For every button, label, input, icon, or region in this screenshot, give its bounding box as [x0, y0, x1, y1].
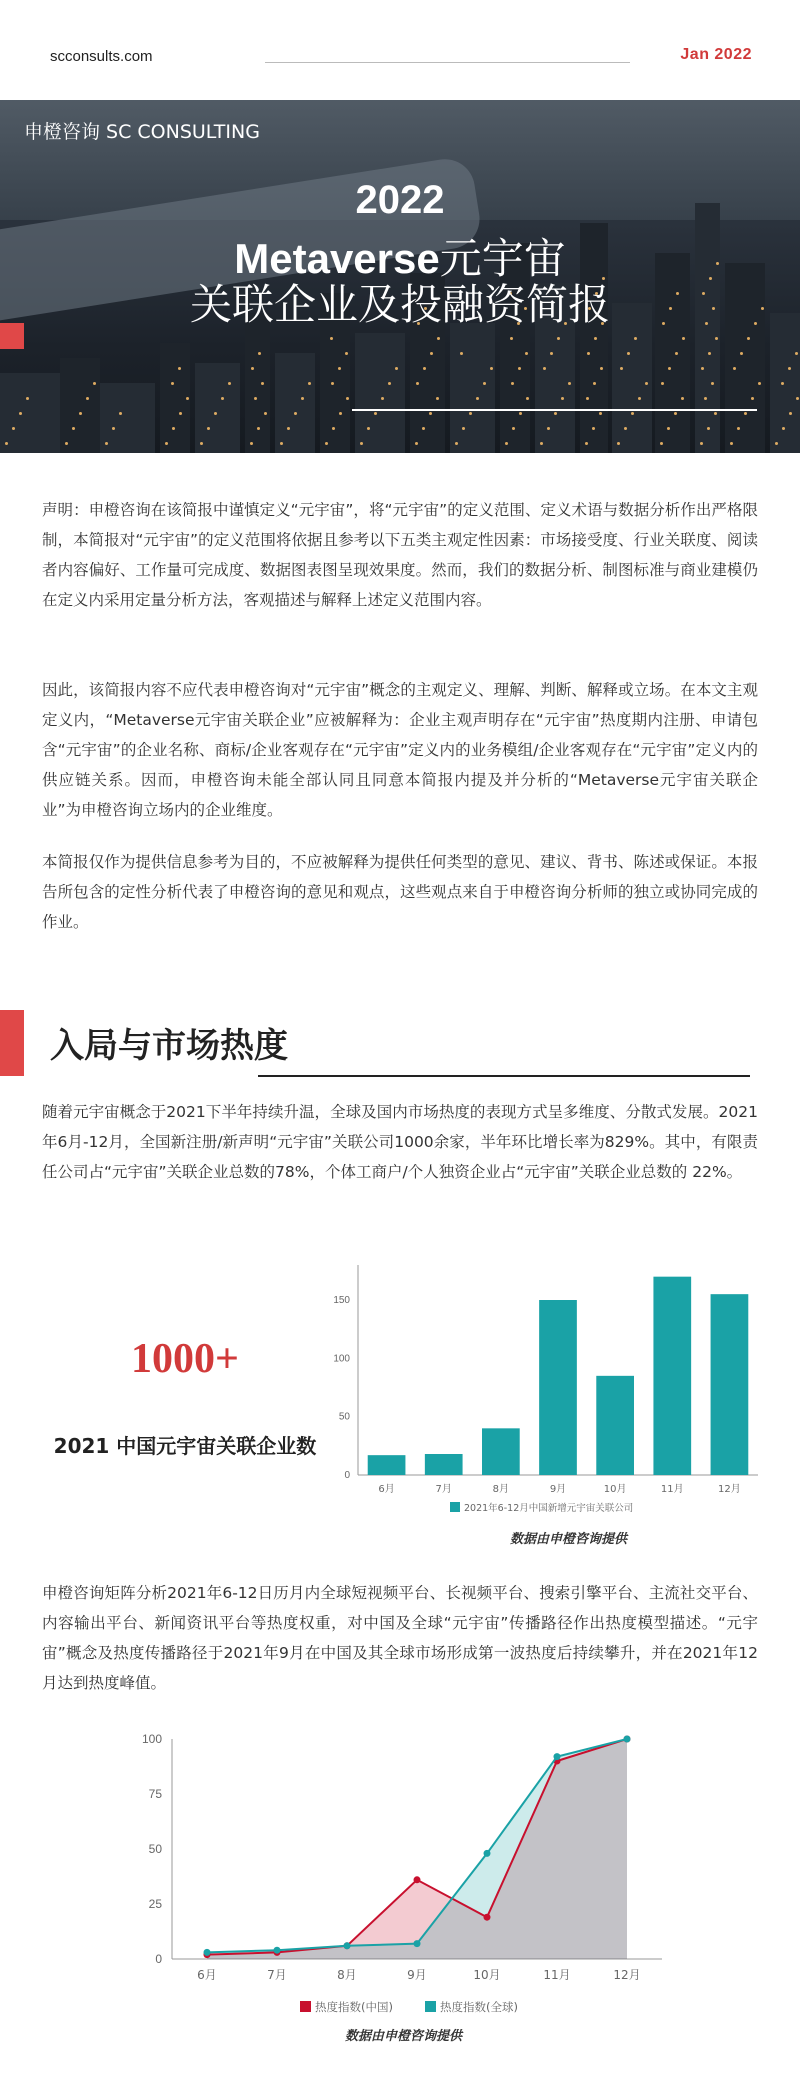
- window-light: [627, 352, 630, 355]
- window-light: [221, 397, 224, 400]
- window-light: [469, 412, 472, 415]
- window-light: [12, 427, 15, 430]
- window-light: [674, 412, 677, 415]
- data-point: [624, 1736, 631, 1743]
- report-date: Jan 2022: [680, 46, 752, 63]
- window-light: [711, 382, 714, 385]
- window-light: [455, 442, 458, 445]
- window-light: [325, 442, 328, 445]
- window-light: [119, 412, 122, 415]
- window-light: [429, 412, 432, 415]
- window-light: [105, 442, 108, 445]
- window-light: [620, 367, 623, 370]
- window-light: [701, 367, 704, 370]
- skyline-building: [450, 323, 495, 453]
- window-light: [93, 382, 96, 385]
- window-light: [681, 397, 684, 400]
- window-light: [294, 412, 297, 415]
- window-light: [714, 412, 717, 415]
- window-light: [634, 337, 637, 340]
- bar: [653, 1277, 691, 1475]
- window-light: [525, 352, 528, 355]
- x-tick-label: 7月: [267, 1968, 287, 1982]
- company-count-highlight: 1000+: [131, 1336, 239, 1382]
- bar: [711, 1294, 749, 1475]
- window-light: [483, 382, 486, 385]
- window-light: [254, 397, 257, 400]
- window-light: [251, 367, 254, 370]
- y-tick-label: 50: [148, 1842, 162, 1856]
- window-light: [374, 412, 377, 415]
- window-light: [308, 382, 311, 385]
- window-light: [476, 397, 479, 400]
- window-light: [708, 352, 711, 355]
- title-line-3: 关联企业及投融资简报: [189, 280, 610, 329]
- window-light: [332, 427, 335, 430]
- window-light: [737, 427, 740, 430]
- window-light: [660, 442, 663, 445]
- window-light: [519, 412, 522, 415]
- x-tick-label: 9月: [549, 1484, 567, 1495]
- title-yuanyuzhou: 元宇宙: [439, 234, 566, 283]
- bar: [425, 1454, 463, 1475]
- window-light: [707, 427, 710, 430]
- window-light: [178, 367, 181, 370]
- bar: [596, 1376, 634, 1475]
- window-light: [381, 397, 384, 400]
- window-light: [547, 427, 550, 430]
- bar: [539, 1300, 577, 1475]
- window-light: [258, 352, 261, 355]
- window-light: [261, 382, 264, 385]
- window-light: [744, 412, 747, 415]
- disclaimer-paragraph-2: 因此，该简报内容不应代表申橙咨询对“元宇宙”概念的主观定义、理解、判断、解释或立场。在本文主观定义内，“Metaverse元宇宙关联企业”应被解释为：企业主观声明存在“元宇宙”热度期内注册、申请包含“元宇宙”的企业名称、商标/企业客观存在“元宇宙”定义内的业务模组/企业客观存在“元宇宙”定义内的供应链关系。因而，申橙咨询未能全部认同且同意本简报内提及并分析的“Metaverse元宇宙关联企业”为申橙咨询立场内的企业维度。: [42, 681, 758, 819]
- legend-label: 热度指数(全球): [440, 2000, 518, 2014]
- window-light: [86, 397, 89, 400]
- y-tick-label: 150: [333, 1295, 350, 1306]
- section-title: 入局与市场热度: [50, 1026, 288, 1066]
- window-light: [733, 367, 736, 370]
- data-point: [274, 1947, 281, 1954]
- skyline-building: [0, 373, 60, 453]
- window-light: [543, 367, 546, 370]
- company-count-caption: 2021 中国元宇宙关联企业数: [53, 1434, 317, 1458]
- skyline-building: [770, 313, 800, 453]
- window-light: [592, 427, 595, 430]
- window-light: [172, 427, 175, 430]
- window-light: [631, 412, 634, 415]
- hero-banner: [0, 100, 800, 453]
- window-light: [518, 367, 521, 370]
- bar-chart-caption: 数据由申橙咨询提供: [510, 1532, 628, 1547]
- data-point: [344, 1942, 351, 1949]
- x-tick-label: 8月: [337, 1968, 357, 1982]
- disclaimer-paragraph-1: 声明：申橙咨询在该简报中谨慎定义“元宇宙”，将“元宇宙”的定义范围、定义术语与数据分析作出严格限制，本简报对“元宇宙”的定义范围将依据且参考以下五类主观定性因素：市场接受度、行业关联度、阅读者内容偏好、工作量可完成度、数据图表图呈现效果度。然而，我们的数据分析、制图标准与商业建模仍在定义内采用定量分析方法，客观描述与解释上述定义范围内容。: [42, 501, 758, 609]
- window-light: [186, 397, 189, 400]
- data-point: [204, 1949, 211, 1956]
- x-tick-label: 11月: [543, 1968, 571, 1982]
- window-light: [730, 442, 733, 445]
- disclaimer-paragraph-3: 本简报仅作为提供信息参考为目的，不应被解释为提供任何类型的意见、建议、背书、陈述或保证。本报告所包含的定性分析代表了申橙咨询的意见和观点，这些观点来自于申橙咨询分析师的独立或协同完成的作业。: [42, 853, 758, 931]
- window-light: [367, 427, 370, 430]
- y-tick-label: 100: [333, 1353, 350, 1365]
- window-light: [740, 352, 743, 355]
- window-light: [586, 397, 589, 400]
- hero-underline: [352, 409, 757, 411]
- market-heat-paragraph: 随着元宇宙概念于2021下半年持续升温，全球及国内市场热度的表现方式呈多维度、分散式发展。2021年6月-12月，全国新注册/新声明“元宇宙”关联公司1000余家，半年环比增长率为829%。其中，有限责任公司占“元宇宙”关联企业总数的78%，个体工商户/个人独资企业占“元宇宙”关联企业总数的 22%。: [42, 1103, 758, 1181]
- x-tick-label: 10月: [603, 1484, 627, 1495]
- legend-label: 热度指数(中国): [315, 2000, 393, 2014]
- window-light: [747, 337, 750, 340]
- x-tick-label: 7月: [435, 1484, 452, 1495]
- window-light: [430, 352, 433, 355]
- data-point: [484, 1850, 491, 1857]
- x-tick-label: 12月: [613, 1968, 641, 1982]
- window-light: [5, 442, 8, 445]
- heat-model-paragraph: 申橙咨询矩阵分析2021年6-12日历月内全球短视频平台、长视频平台、搜索引擎平台、主流社交平台、内容输出平台、新闻资讯平台等热度权重，对中国及全球“元宇宙”传播路径作出热度模型描述。“元宇宙”概念及热度传播路径于2021年9月在中国及其全球市场形成第一波热度后持续攀升，并在2021年12月达到热度峰值。: [42, 1584, 758, 1692]
- window-light: [789, 412, 792, 415]
- skyline-building: [355, 333, 405, 453]
- skyline-building: [275, 353, 315, 453]
- header-divider: [265, 62, 630, 63]
- window-light: [645, 382, 648, 385]
- bar-chart: [320, 1255, 770, 1515]
- y-tick-label: 75: [148, 1787, 162, 1801]
- window-light: [568, 382, 571, 385]
- window-light: [437, 337, 440, 340]
- window-light: [700, 442, 703, 445]
- window-light: [165, 442, 168, 445]
- window-light: [423, 367, 426, 370]
- window-light: [179, 412, 182, 415]
- section-accent-bar: [0, 1010, 24, 1076]
- skyline-building: [195, 363, 240, 453]
- window-light: [422, 427, 425, 430]
- window-light: [715, 337, 718, 340]
- section-title-underline: [258, 1075, 750, 1077]
- window-light: [540, 442, 543, 445]
- top-bar: [0, 0, 800, 100]
- window-light: [617, 442, 620, 445]
- x-tick-label: 12月: [718, 1484, 741, 1495]
- window-light: [436, 397, 439, 400]
- window-light: [345, 352, 348, 355]
- y-tick-label: 100: [141, 1732, 162, 1746]
- window-light: [511, 382, 514, 385]
- window-light: [600, 367, 603, 370]
- title-metaverse: Metaverse: [234, 235, 440, 282]
- window-light: [795, 352, 798, 355]
- window-light: [250, 442, 253, 445]
- window-light: [415, 442, 418, 445]
- window-light: [557, 337, 560, 340]
- bar: [482, 1428, 520, 1475]
- window-light: [510, 337, 513, 340]
- skyline-building: [60, 358, 100, 453]
- window-light: [796, 397, 799, 400]
- x-tick-label: 6月: [378, 1484, 395, 1495]
- window-light: [594, 337, 597, 340]
- window-light: [775, 442, 778, 445]
- window-light: [388, 382, 391, 385]
- window-light: [781, 382, 784, 385]
- window-light: [667, 427, 670, 430]
- window-light: [395, 367, 398, 370]
- window-light: [638, 397, 641, 400]
- legend-swatch: [450, 1502, 460, 1512]
- y-tick-label: 50: [338, 1411, 350, 1423]
- window-light: [788, 367, 791, 370]
- window-light: [490, 367, 493, 370]
- window-light: [561, 397, 564, 400]
- window-light: [330, 337, 333, 340]
- bar: [368, 1455, 406, 1475]
- window-light: [360, 442, 363, 445]
- window-light: [758, 382, 761, 385]
- data-point: [414, 1876, 421, 1883]
- window-light: [19, 412, 22, 415]
- legend-swatch: [425, 2001, 436, 2012]
- window-light: [668, 367, 671, 370]
- title-year: 2022: [355, 178, 445, 222]
- window-light: [587, 352, 590, 355]
- window-light: [280, 442, 283, 445]
- x-tick-label: 6月: [197, 1968, 217, 1982]
- window-light: [338, 367, 341, 370]
- window-light: [675, 352, 678, 355]
- x-tick-label: 8月: [492, 1484, 510, 1495]
- skyline-building: [100, 383, 155, 453]
- window-light: [550, 352, 553, 355]
- window-light: [526, 397, 529, 400]
- window-light: [339, 412, 342, 415]
- window-light: [512, 427, 515, 430]
- window-light: [782, 427, 785, 430]
- window-light: [599, 412, 602, 415]
- window-light: [593, 382, 596, 385]
- window-light: [554, 412, 557, 415]
- data-point: [414, 1940, 421, 1947]
- area-chart-caption: 数据由申橙咨询提供: [345, 2029, 463, 2044]
- x-tick-label: 9月: [407, 1968, 427, 1982]
- data-point: [554, 1753, 561, 1760]
- window-light: [682, 337, 685, 340]
- window-light: [751, 397, 754, 400]
- window-light: [346, 397, 349, 400]
- x-tick-label: 10月: [473, 1968, 501, 1982]
- window-light: [287, 427, 290, 430]
- site-url[interactable]: scconsults.com: [50, 48, 153, 65]
- window-light: [264, 412, 267, 415]
- window-light: [214, 412, 217, 415]
- y-tick-label: 0: [155, 1952, 162, 1966]
- y-tick-label: 25: [148, 1897, 162, 1911]
- window-light: [228, 382, 231, 385]
- window-light: [462, 427, 465, 430]
- window-light: [72, 427, 75, 430]
- window-light: [200, 442, 203, 445]
- legend-label: 2021年6-12月中国新增元宇宙关联公司: [464, 1503, 634, 1514]
- window-light: [331, 382, 334, 385]
- window-light: [171, 382, 174, 385]
- area-chart: [130, 1725, 690, 2025]
- window-light: [65, 442, 68, 445]
- window-light: [112, 427, 115, 430]
- window-light: [505, 442, 508, 445]
- window-light: [704, 397, 707, 400]
- window-light: [26, 397, 29, 400]
- window-light: [207, 427, 210, 430]
- window-light: [661, 382, 664, 385]
- window-light: [79, 412, 82, 415]
- window-light: [585, 442, 588, 445]
- brand-name: 申橙咨询 SC CONSULTING: [24, 121, 260, 143]
- data-point: [484, 1914, 491, 1921]
- window-light: [624, 427, 627, 430]
- skyline-building: [245, 313, 270, 453]
- window-light: [416, 382, 419, 385]
- window-light: [301, 397, 304, 400]
- y-tick-label: 0: [344, 1470, 350, 1481]
- window-light: [257, 427, 260, 430]
- legend-swatch: [300, 2001, 311, 2012]
- x-tick-label: 11月: [660, 1484, 684, 1495]
- window-light: [460, 352, 463, 355]
